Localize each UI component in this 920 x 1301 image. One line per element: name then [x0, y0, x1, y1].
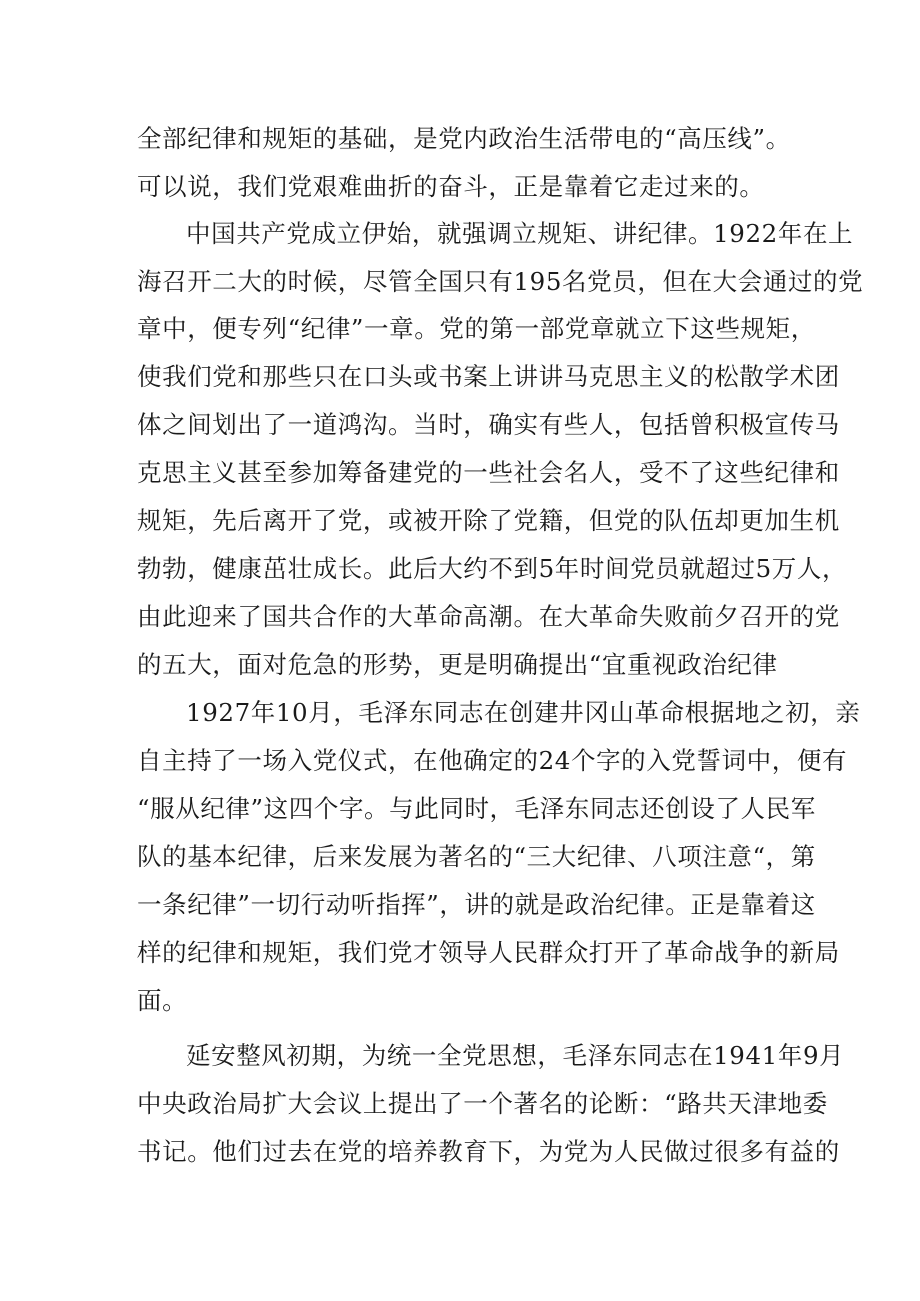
text-line: 一条纪律”一切行动听指挥”，讲的就是政治纪律。正是靠着这 [137, 890, 816, 919]
text-line: 自主持了一场入党仪式，在他确定的24个字的入党誓词中，便有 [137, 746, 848, 775]
text-line: 章中，便专列“纪律”一章。党的第一部党章就立下这些规矩， [137, 314, 816, 343]
text-line: 样的纪律和规矩，我们党才领导人民群众打开了革命战争的新局 [137, 938, 840, 967]
text-line: 可以说，我们党艰难曲折的奋斗，正是靠着它走过来的。 [137, 172, 765, 201]
text-line: 勃勃，健康茁壮成长。此后大约不到5年时间党员就超过5万人， [137, 554, 848, 583]
text-line: 使我们党和那些只在口头或书案上讲讲马克思主义的松散学术团 [137, 362, 840, 391]
text-line: “服从纪律”这四个字。与此同时，毛泽东同志还创设了人民军 [137, 794, 816, 823]
text-line: 由此迎来了国共合作的大革命高潮。在大革命失败前夕召开的党 [137, 602, 840, 631]
text-line: 海召开二大的时候，尽管全国只有195名党员，但在大会通过的党 [137, 267, 864, 296]
text-line: 中央政治局扩大会议上提出了一个著名的论断：“路共天津地委 [137, 1089, 828, 1118]
text-line: 克思主义甚至参加筹备建党的一些社会名人，受不了这些纪律和 [137, 458, 840, 487]
text-line: 规矩，先后离开了党，或被开除了党籍，但党的队伍却更加生机 [137, 506, 840, 535]
text-line: 体之间划出了一道鸿沟。当时，确实有些人，包括曾积极宣传马 [137, 410, 840, 439]
paragraph-start-line: 中国共产党成立伊始，就强调立规矩、讲纪律。1922年在上 [186, 219, 854, 248]
text-line: 队的基本纪律，后来发展为著名的“三大纪律、八项注意“，第 [137, 842, 816, 871]
text-line: 全部纪律和规矩的基础，是党内政治生活带电的“高压线”。 [137, 124, 791, 153]
paragraph-start-line: 1927年10月，毛泽东同志在创建井冈山革命根据地之初，亲 [186, 698, 861, 727]
text-line: 的五大，面对危急的形势，更是明确提出“宜重视政治纪律 [137, 650, 778, 679]
paragraph-start-line: 延安整风初期，为统一全党思想，毛泽东同志在1941年9月 [186, 1041, 845, 1070]
text-line: 面。 [137, 986, 188, 1015]
text-line: 书记。他们过去在党的培养教育下，为党为人民做过很多有益的 [137, 1137, 840, 1166]
